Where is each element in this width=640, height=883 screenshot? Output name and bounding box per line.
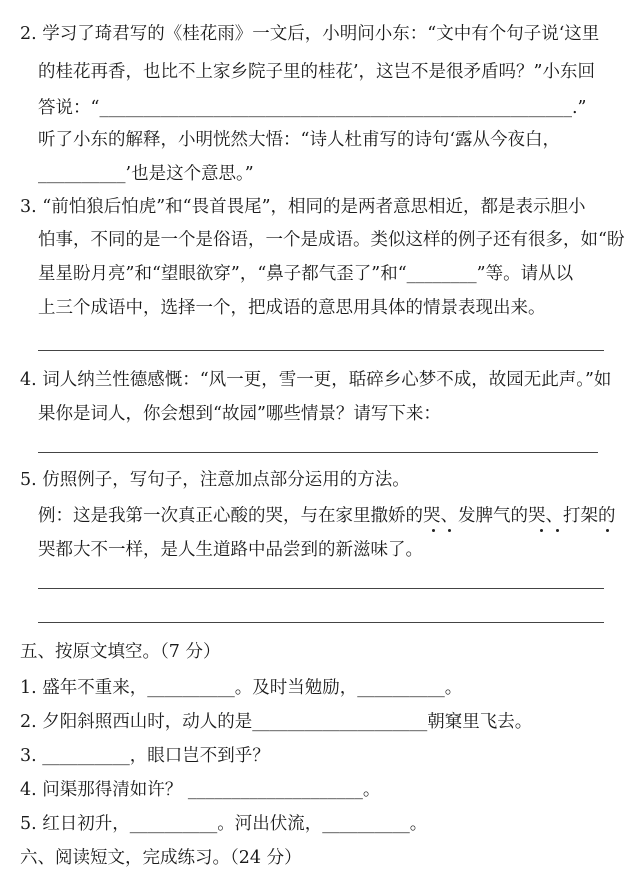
section-5-heading: 五、按原文填空。（7 分） <box>20 642 221 662</box>
q3-line-3: 星星盼月亮”和“望眼欲穿”，“鼻子都气歪了”和“________”等。请从以 <box>38 264 574 284</box>
q5-example-line-1: 例：这是我第一次真正心酸的哭，与在家里撒娇的哭、发脾气的哭、打架的 <box>38 506 616 526</box>
emphasis-dot <box>556 529 559 532</box>
fill-item-4: 4. 问渠那得清如许？ ____________________。 <box>20 780 381 800</box>
emphasis-dot <box>606 529 609 532</box>
q5-answer-line-2[interactable] <box>38 622 604 623</box>
q2-line-2: 的桂花再香，也比不上家乡院子里的桂花’，这岂不是很矛盾吗？”小东回 <box>38 62 596 82</box>
emphasis-dot <box>540 529 543 532</box>
q2-line-4: 听了小东的解释，小明恍然大悟：“诗人杜甫写的诗句‘露从今夜白， <box>38 130 561 150</box>
q5-line-1: 5. 仿照例子，写句子，注意加点部分运用的方法。 <box>20 470 410 490</box>
emphasis-dot <box>432 529 435 532</box>
q3-line-2: 怕事，不同的是一个是俗语，一个是成语。类似这样的例子还有很多，如“盼 <box>38 230 625 250</box>
q4-line-1: 4. 词人纳兰性德感慨：“风一更，雪一更，聒碎乡心梦不成，故园无此声。”如 <box>20 370 612 390</box>
q2-line-5: __________’也是这个意思。” <box>38 164 254 184</box>
section-6-heading: 六、阅读短文，完成练习。（24 分） <box>20 848 302 868</box>
q3-line-4: 上三个成语中，选择一个，把成语的意思用具体的情景表现出来。 <box>38 298 546 318</box>
q5-answer-line-1[interactable] <box>38 588 604 589</box>
fill-item-5: 5. 红日初升，__________。河出伏流，__________。 <box>20 814 428 834</box>
q3-answer-line[interactable] <box>38 350 604 351</box>
q4-line-2: 果你是词人，你会想到“故园”哪些情景？请写下来： <box>38 404 441 424</box>
fill-item-2: 2. 夕阳斜照西山时，动人的是____________________朝窠里飞去。 <box>20 712 533 732</box>
emphasis-dot <box>448 529 451 532</box>
q3-line-1: 3. “前怕狼后怕虎”和“畏首畏尾”，相同的是两者意思相近，都是表示胆小 <box>20 197 586 217</box>
q4-answer-line[interactable] <box>38 452 598 453</box>
fill-item-1: 1. 盛年不重来，__________。及时当勉励，__________。 <box>20 678 463 698</box>
fill-item-3: 3. __________，眼口岂不到乎？ <box>20 746 270 766</box>
q2-line-3: 答说：“______________________________________________________.” <box>38 98 587 118</box>
q5-example-line-2: 哭都大不一样，是人生道路中品尝到的新滋味了。 <box>38 540 423 560</box>
q2-line-1: 2. 学习了琦君写的《桂花雨》一文后，小明问小东：“文中有个句子说‘这里 <box>20 24 600 44</box>
